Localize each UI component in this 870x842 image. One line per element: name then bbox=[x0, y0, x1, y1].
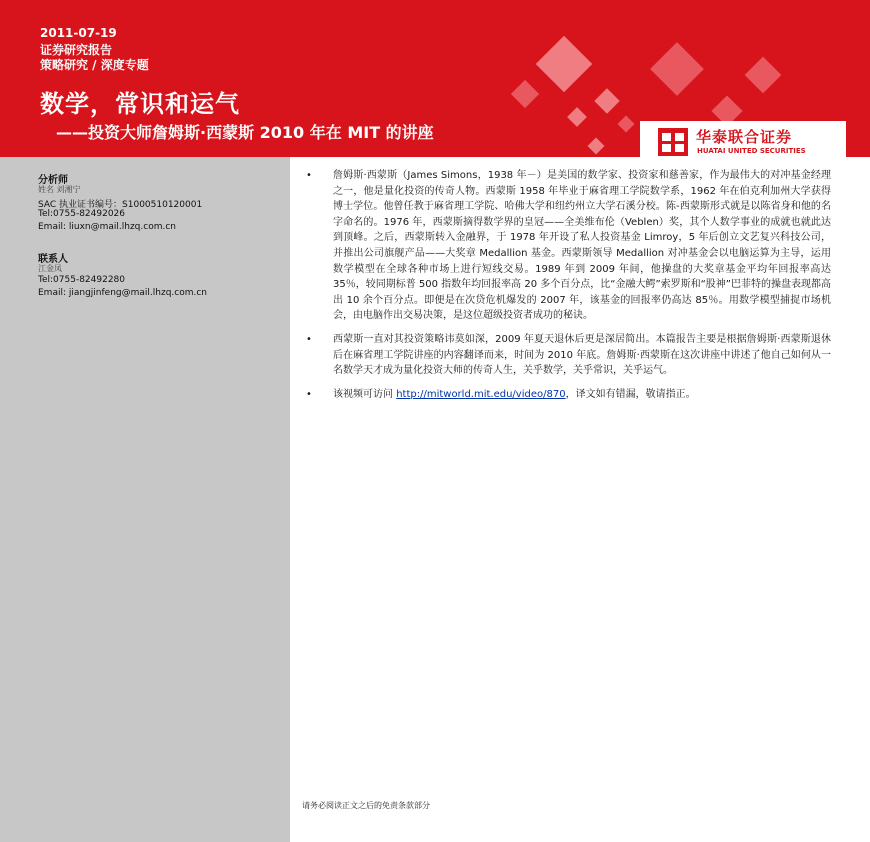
decor-square bbox=[536, 36, 593, 93]
contact-email[interactable]: Email: jiangjinfeng@mail.lhzq.com.cn bbox=[38, 288, 208, 298]
list-item bbox=[306, 332, 831, 379]
brand-logo-icon bbox=[658, 128, 688, 156]
header-banner bbox=[0, 0, 870, 157]
contact-name: 江金凤 bbox=[38, 264, 62, 273]
list-item bbox=[306, 168, 831, 324]
analyst-email[interactable]: Email: liuxn@mail.lhzq.com.cn bbox=[38, 222, 176, 232]
analyst-tel: Tel:0755-82492026 bbox=[38, 209, 125, 219]
bullet-icon: • bbox=[306, 388, 312, 400]
page-subtitle: ——投资大师詹姆斯·西蒙斯 2010 年在 MIT 的讲座 bbox=[56, 123, 434, 142]
decor-square bbox=[618, 116, 635, 133]
video-text-prefix: 该视频可访问 bbox=[333, 388, 397, 400]
analyst-name: 姓名 刘湘宁 bbox=[38, 185, 81, 194]
analyst-sac: SAC 执业证书编号：S1000510120001 bbox=[38, 200, 203, 210]
decor-square bbox=[588, 138, 605, 155]
decor-square bbox=[511, 80, 539, 108]
video-link[interactable]: http://mitworld.mit.edu/video/870 bbox=[396, 388, 566, 400]
summary-paragraph: 西蒙斯一直对其投资策略讳莫如深，2009 年夏天退休后更是深居简出。本篇报告主要是根据詹姆斯·西蒙斯退休后在麻省理工学院讲座的内容翻译而来，时间为 2010 年底。詹姆斯·西蒙斯在这次讲座中讲述了他自己如何从一名数学天才成为量化投资大师的传奇人生，关乎数学，关乎常识，关乎运气。 bbox=[333, 333, 831, 377]
video-text-suffix: ，译文如有错漏，敬请指正。 bbox=[565, 388, 696, 400]
list-item bbox=[306, 387, 831, 403]
brand-logo bbox=[640, 121, 846, 157]
analyst-heading: 分析师 bbox=[38, 175, 68, 186]
main-content bbox=[306, 168, 831, 410]
disclaimer-note: 请务必阅读正文之后的免责条款部分 bbox=[302, 801, 430, 810]
contact-heading: 联系人 bbox=[38, 254, 68, 265]
sidebar bbox=[0, 157, 290, 842]
decor-square bbox=[745, 57, 782, 94]
bullet-icon: • bbox=[306, 170, 312, 181]
decor-square bbox=[650, 42, 704, 96]
contact-tel: Tel:0755-82492280 bbox=[38, 275, 125, 285]
report-type: 证券研究报告 bbox=[40, 43, 113, 57]
page-title: 数学，常识和运气 bbox=[40, 90, 240, 118]
bullet-icon: • bbox=[306, 333, 312, 345]
report-date: 2011-07-19 bbox=[40, 26, 117, 40]
decor-square bbox=[594, 88, 619, 113]
intro-paragraph: 詹姆斯·西蒙斯（James Simons，1938 年－）是美国的数学家、投资家和慈善家，作为最伟大的对冲基金经理之一，他是量化投资的传奇人物。西蒙斯 1958 年毕业于麻省理工学院数学系，1962 年在伯克利加州大学获得博士学位。他曾任教于麻省理工学院、哈佛大学和纽约州立大学石溪分校。陈-西蒙斯形式就是以陈省身和他的名字命名的。1976 年，西蒙斯摘得数学界的皇冠——全美维布伦（Veblen）奖，其个人数学事业的成就也就此达到顶峰。之后，西蒙斯转入金融界，于 1978 年开设了私人投资基金 Limroy，5 年后创立文艺复兴科技公司，并推出公司旗舰产品——大奖章 Medallion 基金。西蒙斯领导 Medallion 对冲基金会以电脑运算为主导，运用数学模型在全球各种市场上进行短线交易。1989 年到 2009 年间，他操盘的大奖章基金平均年回报率高达 35％，较同期标普 500 指数年均回报率高 20 多个百分点，比“金融大鳄”索罗斯和“股神”巴菲特的操盘表现都高出 10 余个百分点。即便是在次贷危机爆发的 2007 年，该基金的回报率仍高达 85％。用数学模型捕捉市场机会，由电脑作出交易决策，是这位超级投资者成功的秘诀。 bbox=[333, 170, 831, 322]
report-category: 策略研究 / 深度专题 bbox=[40, 58, 149, 72]
brand-name-cn: 华泰联合证券 bbox=[696, 128, 793, 146]
brand-name-en: HUATAI UNITED SECURITIES bbox=[697, 147, 806, 155]
decor-square bbox=[567, 107, 587, 127]
